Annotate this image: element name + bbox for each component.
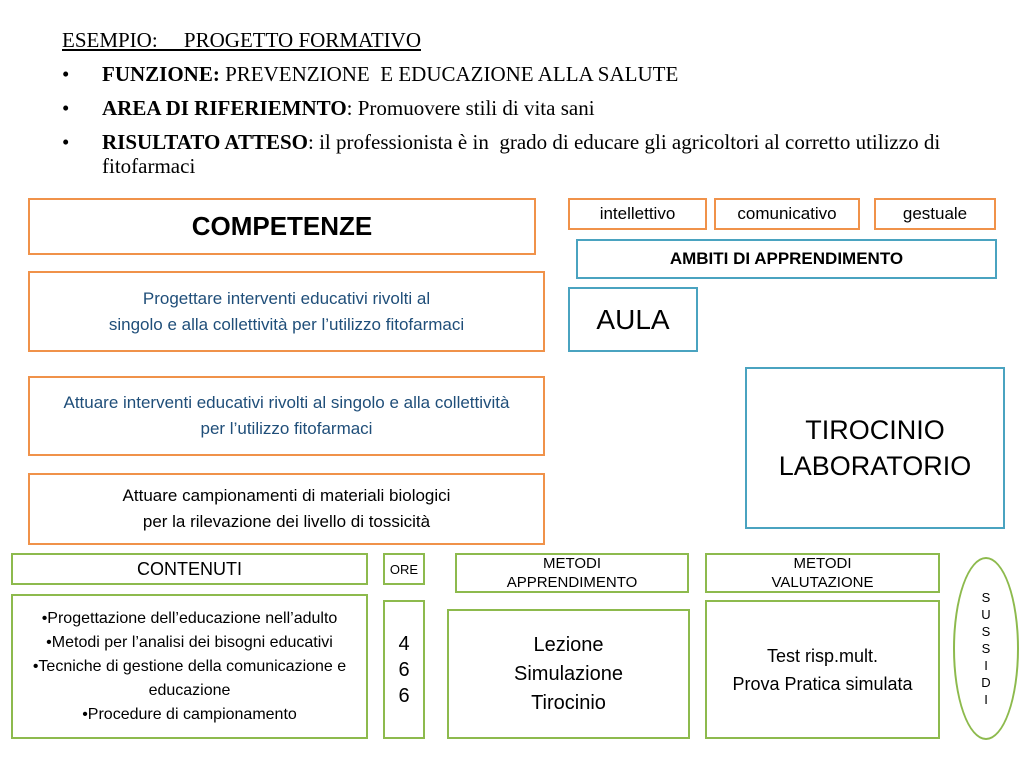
competenza-item: Attuare campionamenti di materiali biologici per la rilevazione dei livello di tossicità (28, 473, 545, 545)
list-item: •Metodi per l’analisi dei bisogni educativi (46, 633, 333, 651)
aula-box: AULA (568, 287, 698, 352)
bullet-symbol: • (62, 62, 70, 86)
ambiti-label: AMBITI DI APPRENDIMENTO (576, 239, 997, 279)
bullet-symbol: • (62, 130, 70, 154)
bullet-text: PREVENZIONE E EDUCAZIONE ALLA SALUTE (219, 62, 679, 86)
bullet-text: : Promuovere stili di vita sani (346, 96, 595, 120)
bullet-label: AREA DI RIFERIEMNTO (102, 96, 347, 120)
bullet-label: RISULTATO ATTESO (102, 130, 309, 154)
list-item: Tirocinio (531, 691, 606, 714)
list-item: Test risp.mult. (766, 645, 879, 666)
sussidi-ellipse (953, 557, 1019, 740)
tag-intellettivo: intellettivo (568, 198, 707, 230)
list-item: •Tecniche di gestione della comunicazione e educazione (32, 657, 347, 699)
list-item: Lezione (533, 633, 604, 656)
list-item: •Progettazione dell’educazione nell’adulto (41, 609, 338, 627)
sussidi-letter: S (981, 624, 991, 639)
ore-value: 6 (398, 658, 410, 681)
bullet-label: FUNZIONE: (102, 62, 220, 86)
tag-gestuale: gestuale (874, 198, 996, 230)
competenze-header: COMPETENZE (28, 198, 536, 255)
metodi-apprendimento-header: METODI APPRENDIMENTO (455, 553, 689, 593)
tag-comunicativo: comunicativo (714, 198, 860, 230)
competenza-item: Attuare interventi educativi rivolti al singolo e alla collettività per l’utilizzo fitofarmaci (28, 376, 545, 456)
bullet-symbol: • (62, 96, 70, 120)
list-item: Simulazione (514, 662, 623, 685)
contenuti-list (11, 594, 368, 739)
list-item: •Procedure di campionamento (82, 705, 297, 723)
ore-values (383, 600, 425, 739)
competenza-item: Progettare interventi educativi rivolti al singolo e alla collettività per l’utilizzo fitofarmaci (28, 271, 545, 352)
sussidi-letter: I (984, 658, 988, 673)
sussidi-letter: S (981, 590, 991, 605)
metodi-valutazione-header: METODI VALUTAZIONE (705, 553, 940, 593)
ore-header: ORE (383, 553, 425, 585)
sussidi-letter: U (981, 607, 991, 622)
metodi-valutazione-list (705, 600, 940, 739)
slide-title: ESEMPIO: PROGETTO FORMATIVO (62, 28, 421, 52)
sussidi-letter: S (981, 641, 991, 656)
tirocinio-laboratorio-box: TIROCINIO LABORATORIO (745, 367, 1005, 529)
sussidi-letter: I (984, 692, 988, 707)
metodi-apprendimento-list (447, 609, 690, 739)
ore-value: 6 (398, 684, 410, 707)
contenuti-header: CONTENUTI (11, 553, 368, 585)
ore-value: 4 (398, 632, 410, 655)
list-item: Prova Pratica simulata (732, 673, 913, 694)
bullet-text: : il professionista è in grado di educare gli agricoltori al corretto utilizzo di fitofarmaci (102, 130, 946, 178)
sussidi-letter: D (981, 675, 991, 690)
